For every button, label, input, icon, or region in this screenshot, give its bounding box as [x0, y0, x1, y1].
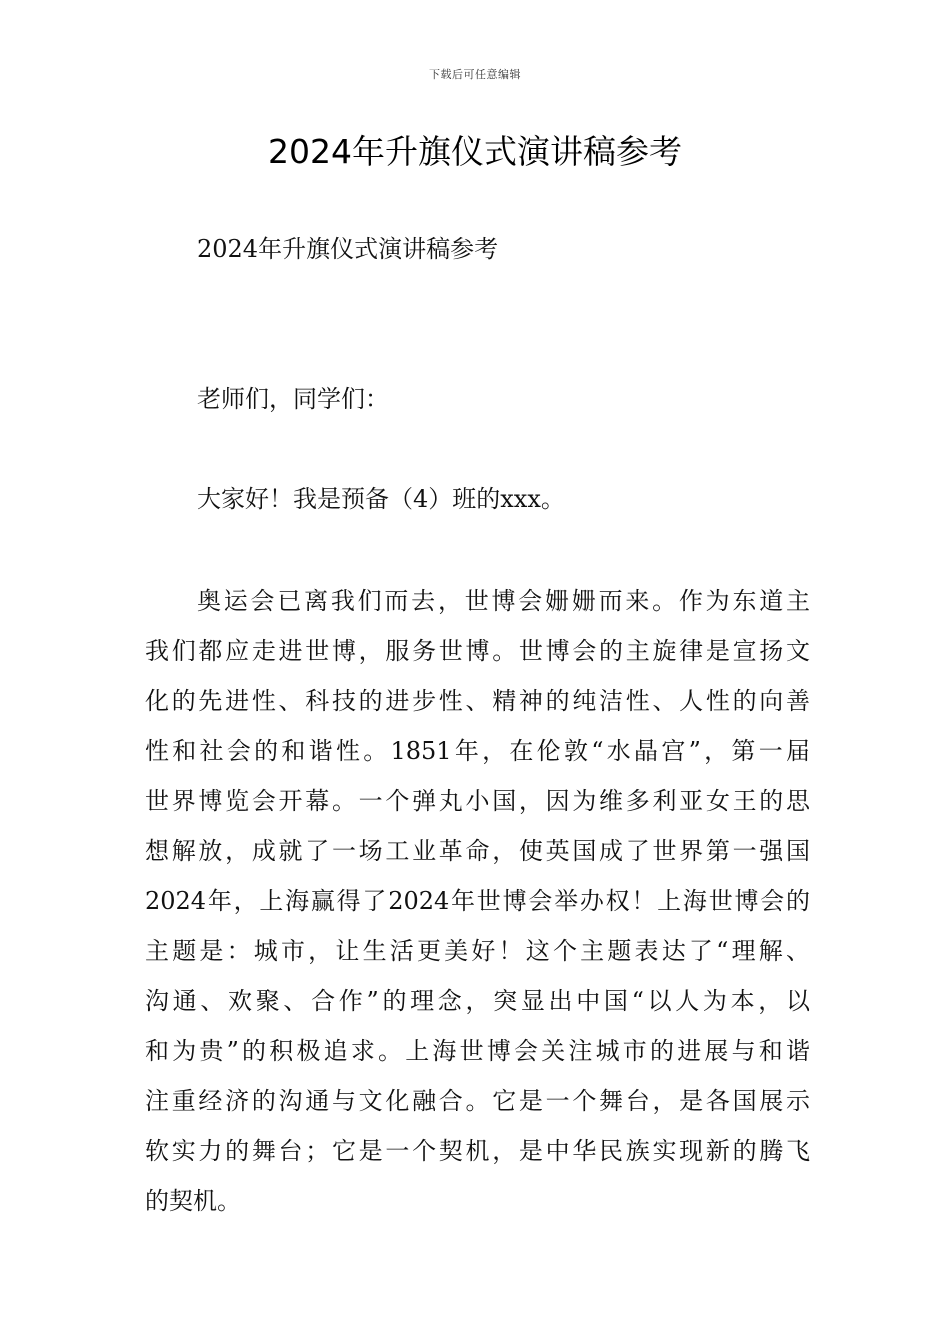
body-line: 沟通、欢聚、合作”的理念，突显出中国“以人为本，以 — [145, 987, 810, 1015]
subtitle: 2024年升旗仪式演讲稿参考 — [197, 235, 499, 263]
body-line: 性和社会的和谐性。1851年，在伦敦“水晶宫”，第一届 — [145, 737, 810, 765]
header-note: 下载后可任意编辑 — [429, 68, 521, 81]
document-title: 2024年升旗仪式演讲稿参考 — [268, 132, 682, 171]
body-line: 注重经济的沟通与文化融合。它是一个舞台，是各国展示 — [145, 1087, 810, 1115]
body-line: 世界博览会开幕。一个弹丸小国，因为维多利亚女王的思 — [145, 787, 810, 815]
body-line: 我们都应走进世博，服务世博。世博会的主旋律是宣扬文 — [145, 637, 810, 665]
body-line: 软实力的舞台；它是一个契机，是中华民族实现新的腾飞 — [145, 1137, 810, 1165]
greeting: 老师们，同学们： — [197, 385, 389, 413]
body-line: 化的先进性、科技的进步性、精神的纯洁性、人性的向善 — [145, 687, 810, 715]
body-line: 奥运会已离我们而去，世博会姗姗而来。作为东道主 — [197, 587, 810, 615]
body-line: 主题是：城市，让生活更美好！这个主题表达了“理解、 — [145, 937, 810, 965]
body-line: 的契机。 — [145, 1187, 241, 1215]
body-paragraph — [145, 576, 810, 1226]
body-line: 2024年，上海赢得了2024年世博会举办权！上海世博会的 — [145, 887, 810, 915]
body-line: 想解放，成就了一场工业革命，使英国成了世界第一强国 — [145, 837, 810, 865]
intro-paragraph: 大家好！我是预备（4）班的xxx。 — [197, 485, 565, 513]
body-line: 和为贵”的积极追求。上海世博会关注城市的进展与和谐 — [145, 1037, 810, 1065]
